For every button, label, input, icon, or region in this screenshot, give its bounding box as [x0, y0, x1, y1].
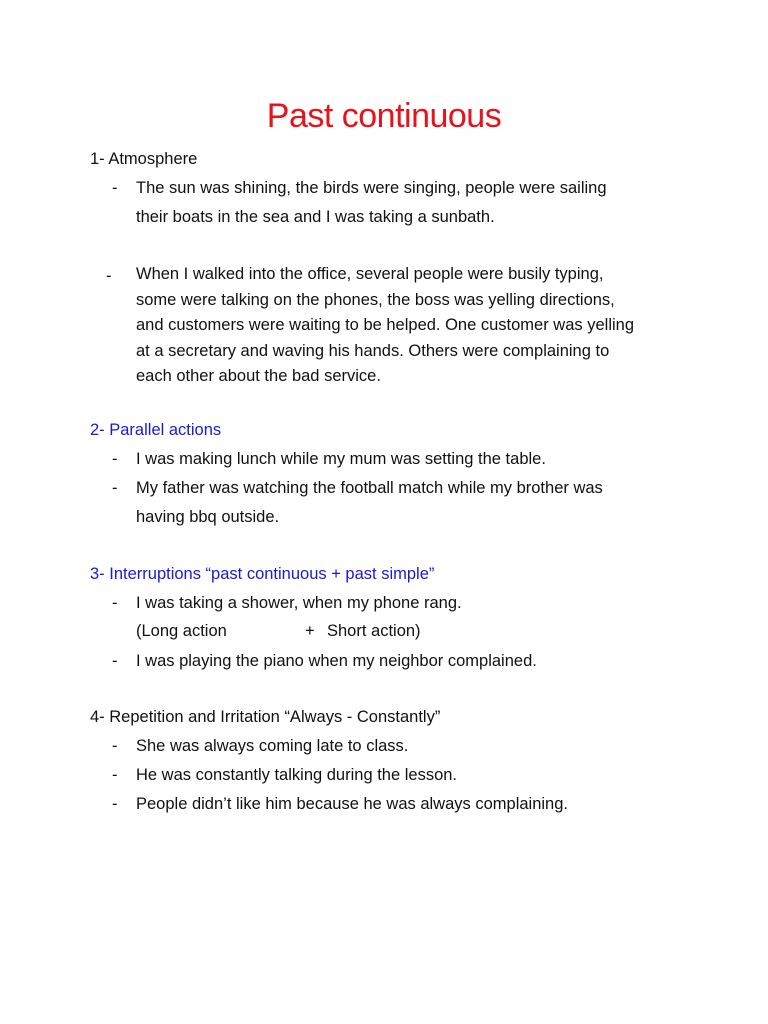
list-item-line: having bbq outside.	[136, 508, 280, 526]
list-item	[136, 790, 696, 819]
page-title: Past continuous	[266, 97, 502, 135]
bullet-dash: -	[112, 737, 118, 755]
list-item-line: each other about the bad service.	[136, 367, 381, 386]
plus-sign: +	[305, 622, 315, 640]
list-item-line: their boats in the sea and I was taking a sunbath.	[136, 208, 495, 226]
bullet-dash: -	[112, 594, 118, 612]
list-item-line: I was making lunch while my mum was setting the table.	[136, 450, 546, 468]
list-item-line: When I walked into the office, several people were busily typing,	[136, 265, 604, 283]
list-item-line: at a secretary and waving his hands. Others were complaining to	[136, 341, 610, 360]
list-item	[136, 474, 696, 532]
bullet-dash: -	[112, 450, 118, 468]
list-item-line: He was constantly talking during the lesson.	[136, 766, 458, 784]
list-item	[136, 732, 696, 761]
list-item	[136, 174, 696, 232]
list-item-line: People didn’t like him because he was always complaining.	[136, 795, 568, 813]
bullet-dash: -	[112, 766, 118, 784]
list-item-line: I was taking a shower, when my phone rang.	[136, 594, 462, 612]
list-item	[136, 445, 696, 474]
bullet-dash: -	[112, 795, 118, 813]
list-item-line: The sun was shining, the birds were singing, people were sailing	[136, 179, 607, 197]
list-item-line: some were talking on the phones, the boss was yelling directions,	[136, 290, 615, 309]
list-item-line: I was playing the piano when my neighbor complained.	[136, 652, 537, 670]
list-item	[136, 262, 696, 390]
list-item-line: She was always coming late to class.	[136, 737, 409, 755]
action-note	[136, 620, 421, 642]
section-heading-atmosphere: 1- Atmosphere	[90, 150, 198, 168]
list-item	[136, 761, 696, 790]
list-item	[136, 647, 696, 676]
list-item-line: and customers were waiting to be helped. One customer was yelling	[136, 316, 635, 335]
list-item-line: My father was watching the football match while my brother was	[136, 479, 603, 497]
bullet-dash: -	[112, 479, 118, 497]
bullet-dash: -	[112, 179, 118, 197]
bullet-dash: -	[106, 267, 112, 285]
section-heading-parallel-actions: 2- Parallel actions	[90, 421, 222, 439]
section-heading-repetition: 4- Repetition and Irritation “Always - Constantly”	[90, 708, 441, 726]
short-action-label: Short action)	[327, 622, 421, 640]
long-action-label: (Long action	[136, 622, 227, 640]
list-item	[136, 589, 696, 618]
bullet-dash: -	[112, 652, 118, 670]
section-heading-interruptions: 3- Interruptions “past continuous + past simple”	[90, 565, 435, 583]
